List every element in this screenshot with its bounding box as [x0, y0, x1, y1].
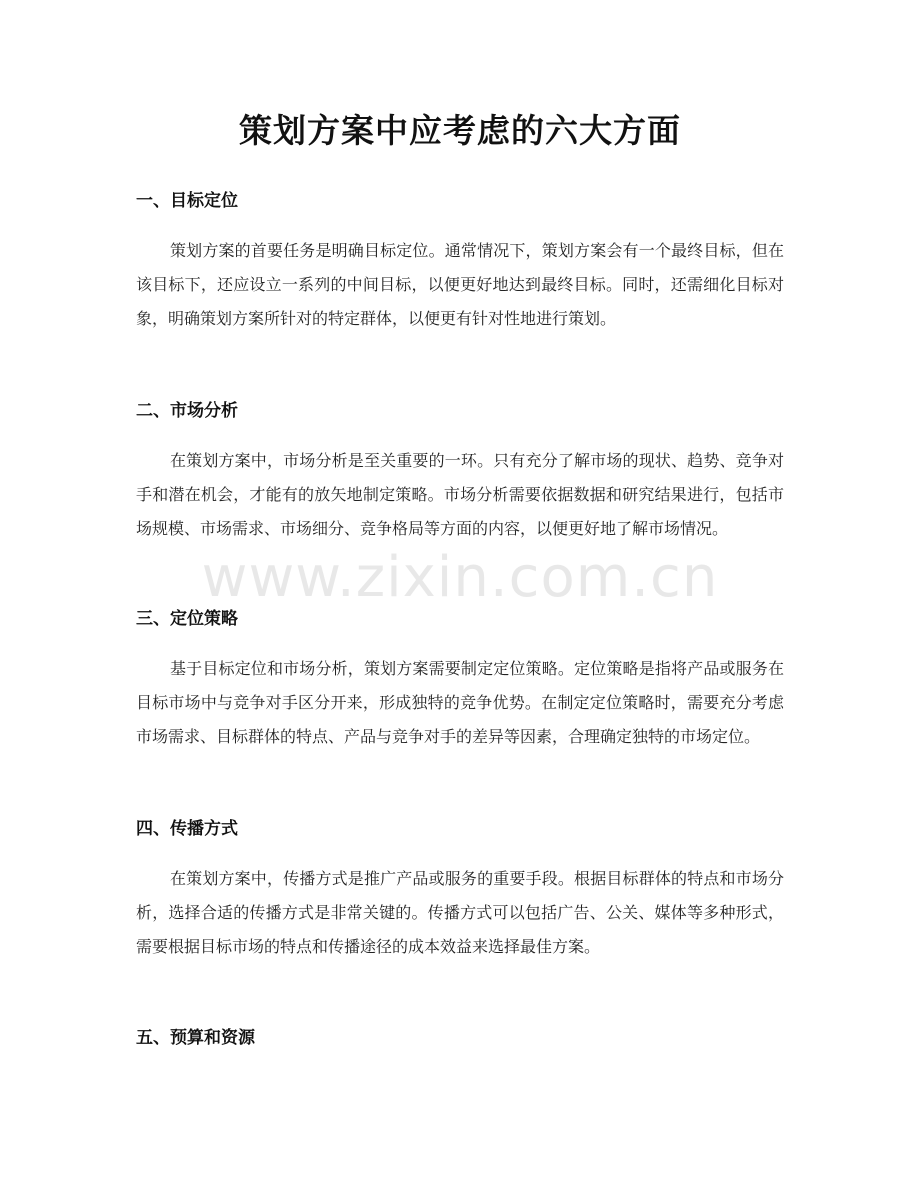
section-heading-goal-positioning: 一、目标定位	[136, 191, 238, 211]
section-heading-budget-resources: 五、预算和资源	[136, 1028, 255, 1048]
section-heading-communication-methods: 四、传播方式	[136, 819, 238, 839]
section-heading-positioning-strategy: 三、定位策略	[136, 609, 238, 629]
watermark-text: www.zixin.com.cn	[201, 545, 719, 610]
section-body-positioning-strategy: 基于目标定位和市场分析，策划方案需要制定定位策略。定位策略是指将产品或服务在目标市场中与竞争对手区分开来，形成独特的竞争优势。在制定定位策略时，需要充分考虑市场需求、目标群体的特点、产品与竞争对手的差异等因素，合理确定独特的市场定位。	[136, 659, 784, 746]
document-title: 策划方案中应考虑的六大方面	[239, 111, 681, 150]
section-body-communication-methods: 在策划方案中，传播方式是推广产品或服务的重要手段。根据目标群体的特点和市场分析，选择合适的传播方式是非常关键的。传播方式可以包括广告、公关、媒体等多种形式，需要根据目标市场的特点和传播途径的成本效益来选择最佳方案。	[136, 869, 784, 956]
section-body-goal-positioning: 策划方案的首要任务是明确目标定位。通常情况下，策划方案会有一个最终目标，但在该目标下，还应设立一系列的中间目标，以便更好地达到最终目标。同时，还需细化目标对象，明确策划方案所针对的特定群体，以便更有针对性地进行策划。	[136, 241, 784, 328]
section-heading-market-analysis: 二、市场分析	[136, 401, 238, 421]
section-body-market-analysis: 在策划方案中，市场分析是至关重要的一环。只有充分了解市场的现状、趋势、竞争对手和潜在机会，才能有的放矢地制定策略。市场分析需要依据数据和研究结果进行，包括市场规模、市场需求、市场细分、竞争格局等方面的内容，以便更好地了解市场情况。	[136, 451, 784, 538]
